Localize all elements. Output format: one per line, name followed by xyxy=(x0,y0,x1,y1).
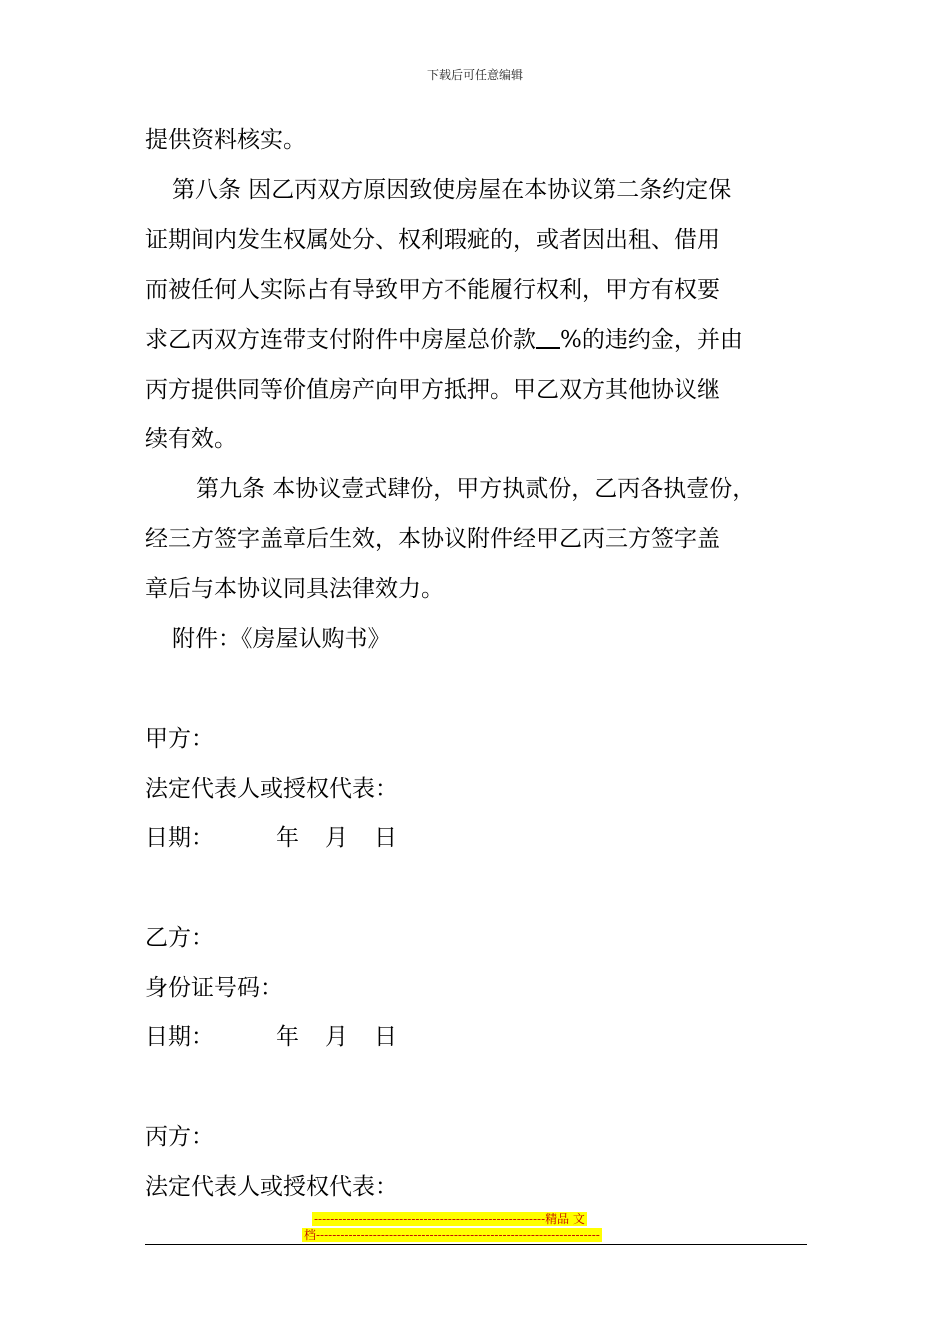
paragraph-line: 证期间内发生权属处分、权利瑕疵的，或者因出租、借用 xyxy=(145,227,720,253)
party-a-label: 甲方： xyxy=(145,726,214,752)
party-a-date xyxy=(145,823,397,853)
header-note: 下载后可任意编辑 xyxy=(426,68,523,82)
date-label: 日期： xyxy=(145,825,214,851)
footer-banner-text: ---------------------------------------------------------精品 文 xyxy=(314,1212,585,1226)
party-b-label: 乙方： xyxy=(145,925,214,951)
year-label: 年 xyxy=(276,825,299,851)
day-label: 日 xyxy=(374,1024,397,1050)
article-9-line: 第九条 本协议壹式肆份，甲方执贰份，乙丙各执壹份， xyxy=(196,476,756,502)
paragraph-line: 经三方签字盖章后生效，本协议附件经甲乙丙三方签字盖 xyxy=(145,526,720,552)
party-a-representative: 法定代表人或授权代表： xyxy=(145,776,398,802)
party-c-label: 丙方： xyxy=(145,1124,214,1150)
percentage-blank xyxy=(536,327,560,349)
paragraph-line: 提供资料核实。 xyxy=(145,127,306,153)
month-label: 月 xyxy=(325,825,348,851)
footer-banner-line-2 xyxy=(302,1227,602,1243)
paragraph-line: 续有效。 xyxy=(145,426,237,452)
party-b-id-number: 身份证号码： xyxy=(145,975,283,1001)
party-b-date xyxy=(145,1022,397,1052)
party-c-representative: 法定代表人或授权代表： xyxy=(145,1174,398,1200)
date-label: 日期： xyxy=(145,1024,214,1050)
article-8-line: 第八条 因乙丙双方原因致使房屋在本协议第二条约定保 xyxy=(172,177,732,203)
footer-banner-text: 档---------------------------------------------------------------------- xyxy=(304,1228,600,1242)
paragraph-line: 章后与本协议同具法律效力。 xyxy=(145,576,444,602)
attachment-line: 附件：《房屋认购书》 xyxy=(172,626,391,652)
month-label: 月 xyxy=(325,1024,348,1050)
paragraph-line: 丙方提供同等价值房产向甲方抵押。甲乙双方其他协议继 xyxy=(145,377,720,403)
paragraph-line: 而被任何人实际占有导致甲方不能履行权利，甲方有权要 xyxy=(145,277,720,303)
paragraph-line xyxy=(145,325,743,355)
penalty-text-tail: %的违约金，并由 xyxy=(560,327,743,353)
penalty-text: 求乙丙双方连带支付附件中房屋总价款 xyxy=(145,327,536,353)
footer-divider xyxy=(145,1244,807,1245)
year-label: 年 xyxy=(276,1024,299,1050)
footer-banner-line-1 xyxy=(312,1211,587,1227)
day-label: 日 xyxy=(374,825,397,851)
